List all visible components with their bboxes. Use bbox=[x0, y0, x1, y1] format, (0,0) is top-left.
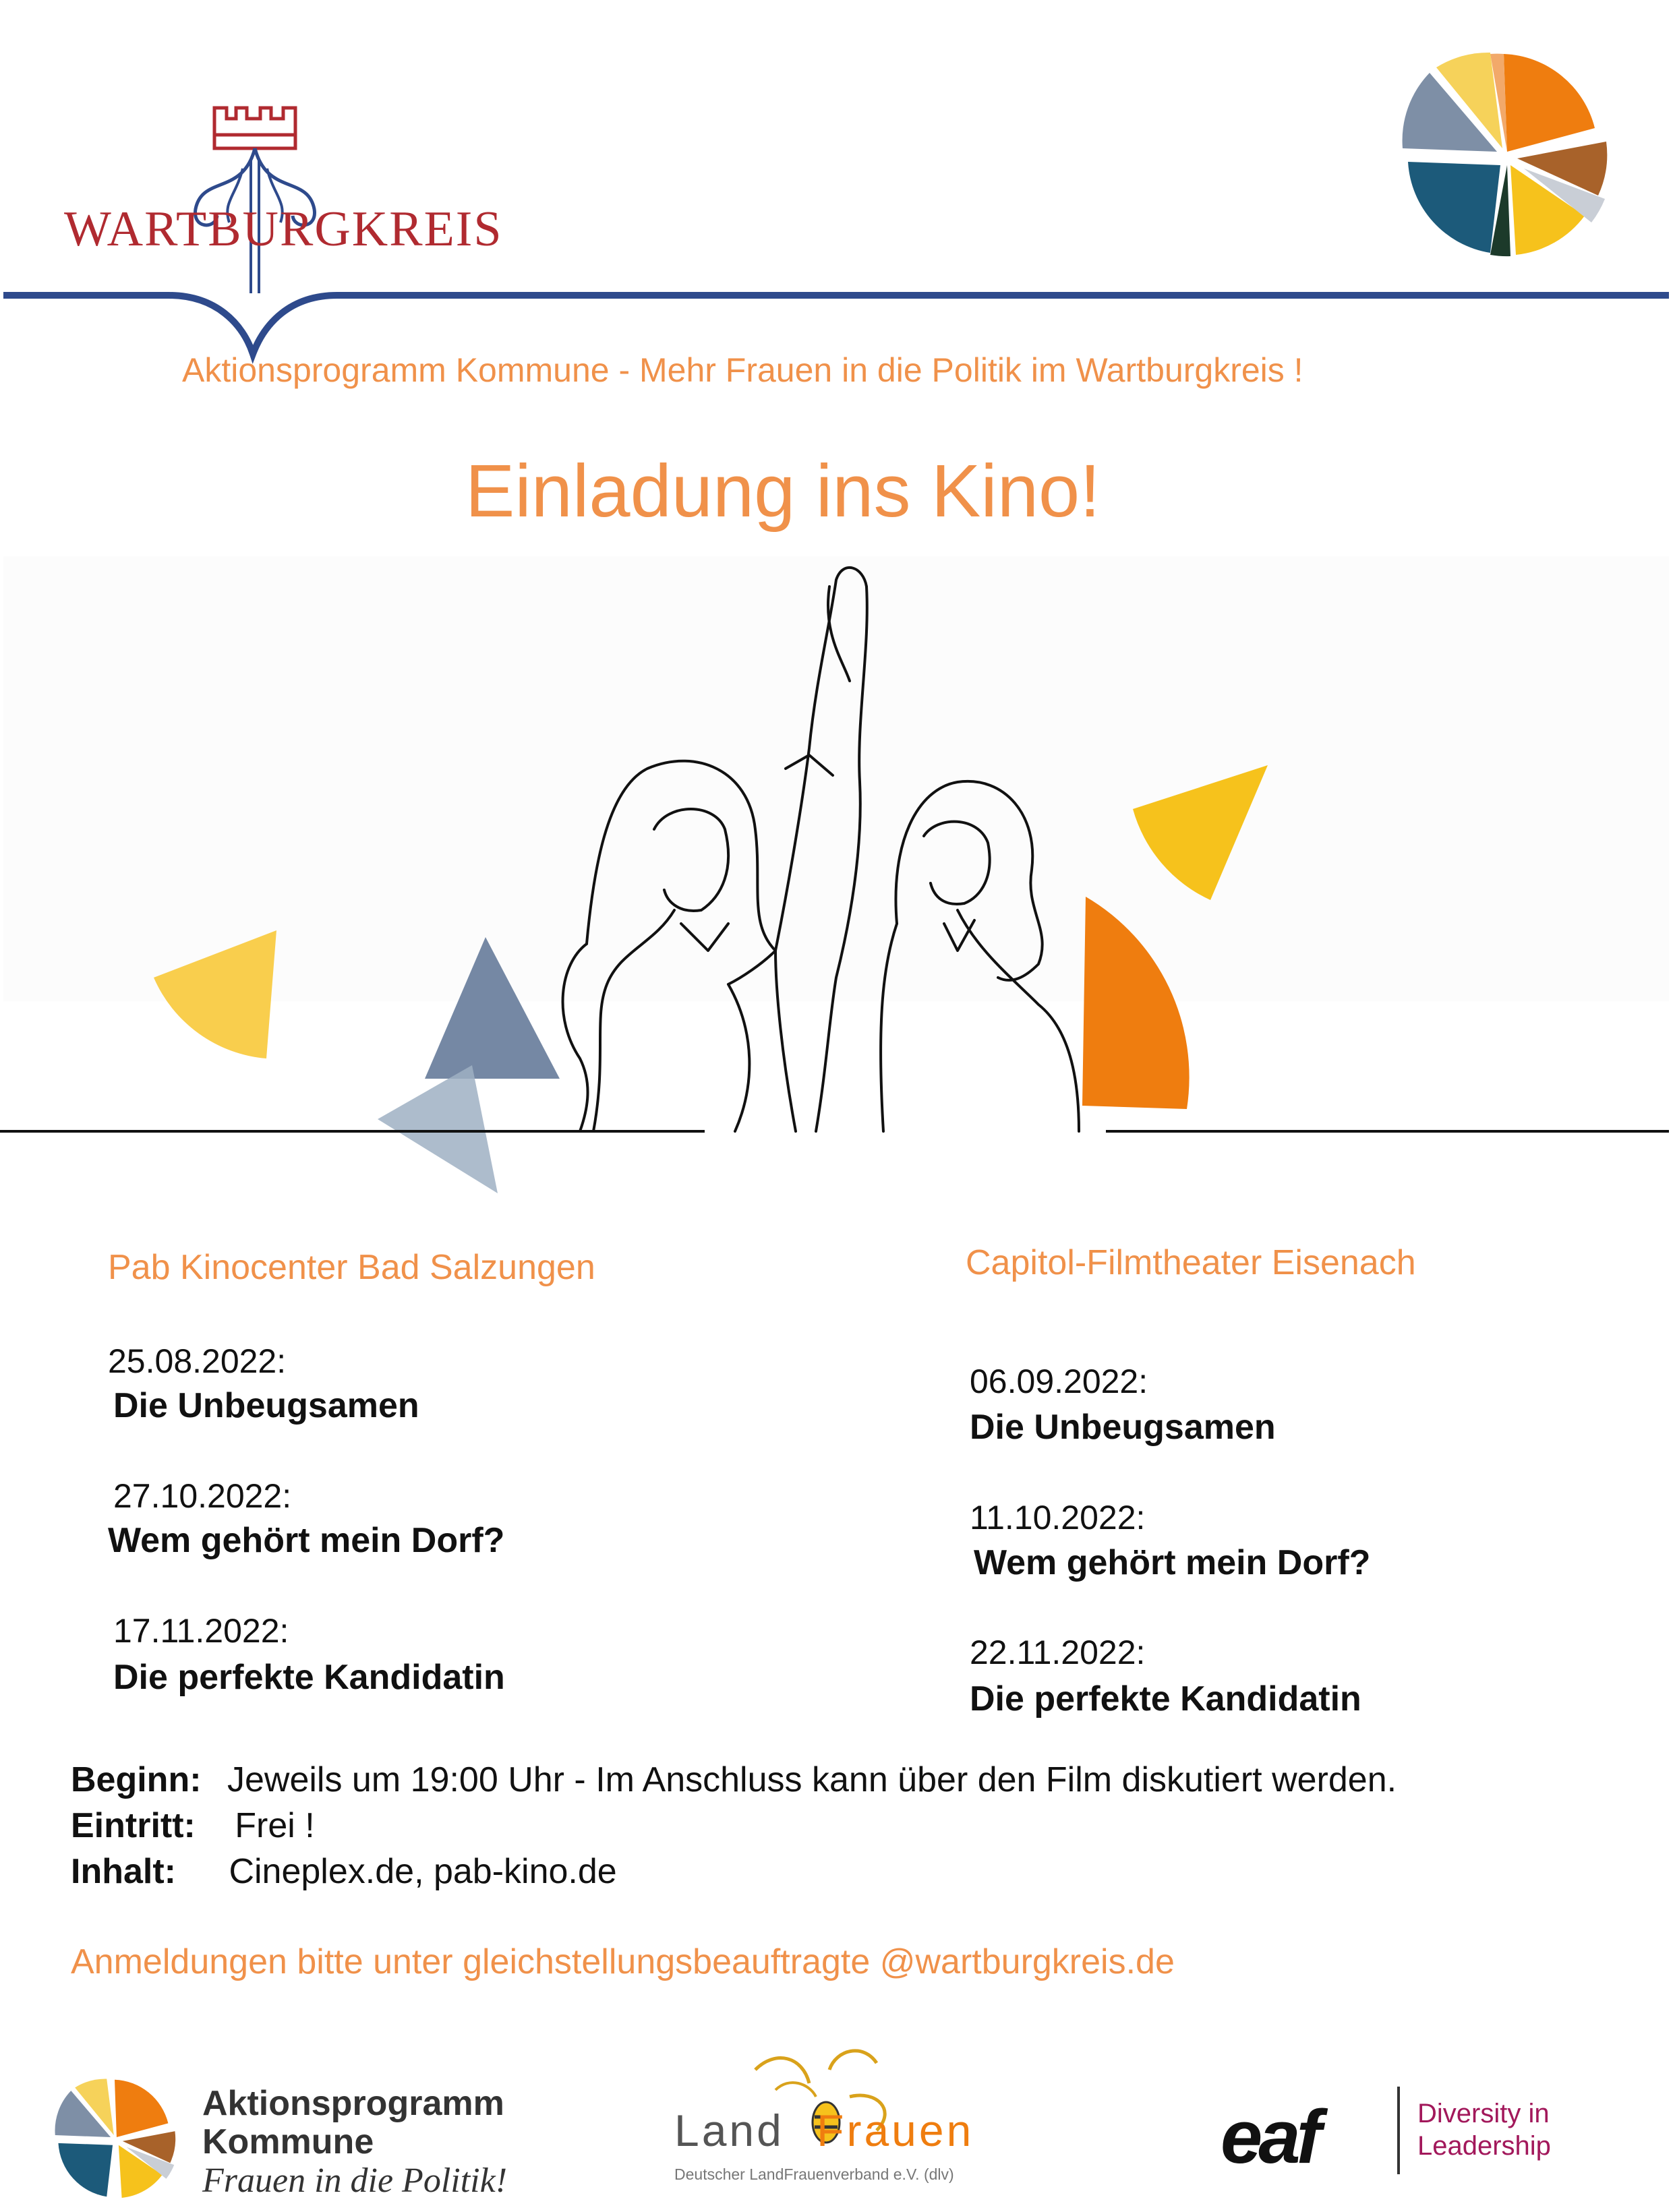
pie-logo-icon bbox=[47, 2070, 182, 2205]
screening-date: 27.10.2022: bbox=[113, 1477, 292, 1515]
info-label: Beginn: bbox=[71, 1760, 202, 1799]
landfrauen-word1: Land bbox=[674, 2105, 784, 2155]
aktionsprogramm-line3: Frauen in die Politik! bbox=[202, 2161, 508, 2200]
aktionsprogramm-line1: Aktionsprogramm bbox=[202, 2084, 504, 2123]
screening-date: 06.09.2022: bbox=[970, 1363, 1148, 1400]
info-label: Eintritt: bbox=[71, 1806, 196, 1845]
info-value: Cineplex.de, pab-kino.de bbox=[229, 1852, 617, 1891]
wartburgkreis-logo bbox=[40, 94, 503, 297]
landfrauen-wordmark bbox=[674, 2105, 974, 2156]
screening-film: Die perfekte Kandidatin bbox=[970, 1679, 1361, 1718]
screening-date: 11.10.2022: bbox=[970, 1499, 1146, 1536]
program-subtitle: Aktionsprogramm Kommune - Mehr Frauen in die Politik im Wartburgkreis ! bbox=[182, 351, 1303, 389]
illustration-frame bbox=[3, 556, 1669, 1001]
aktionsprogramm-line2: Kommune bbox=[202, 2122, 374, 2161]
eaf-mark: eaf bbox=[1221, 2095, 1318, 2179]
venue-left-name: Pab Kinocenter Bad Salzungen bbox=[108, 1248, 595, 1287]
logo-text: WARTBURGKREIS bbox=[64, 202, 503, 257]
eaf-line2: Leadership bbox=[1417, 2131, 1551, 2161]
screening-film: Wem gehört mein Dorf? bbox=[108, 1521, 505, 1560]
aktionsprogramm-logo bbox=[47, 2066, 573, 2208]
slate-triangle-bottom bbox=[378, 1065, 498, 1193]
landfrauen-word2: Frauen bbox=[817, 2105, 974, 2155]
info-value: Jeweils um 19:00 Uhr - Im Anschluss kann über den Film diskutiert werden. bbox=[227, 1760, 1397, 1799]
screening-film: Die perfekte Kandidatin bbox=[113, 1658, 505, 1697]
eaf-line1: Diversity in bbox=[1417, 2099, 1550, 2128]
info-beginn bbox=[71, 1760, 1397, 1800]
screening-film: Wem gehört mein Dorf? bbox=[974, 1543, 1371, 1582]
pie-logo-icon bbox=[1389, 40, 1618, 263]
screening-date: 17.11.2022: bbox=[113, 1612, 289, 1650]
screening-date: 22.11.2022: bbox=[970, 1634, 1146, 1671]
page-title: Einladung ins Kino! bbox=[465, 450, 1100, 533]
eaf-logo bbox=[1221, 2087, 1598, 2181]
screening-date: 25.08.2022: bbox=[108, 1342, 287, 1380]
screening-film: Die Unbeugsamen bbox=[970, 1408, 1276, 1447]
info-eintritt bbox=[71, 1805, 315, 1846]
landfrauen-logo bbox=[674, 2043, 998, 2198]
castle-fountain-icon bbox=[40, 94, 459, 297]
info-label: Inhalt: bbox=[71, 1852, 176, 1891]
illustration bbox=[0, 546, 1673, 1220]
info-value: Frei ! bbox=[235, 1806, 315, 1845]
info-inhalt bbox=[71, 1851, 617, 1892]
registration-contact[interactable]: Anmeldungen bitte unter gleichstellungsbeauftragte @wartburgkreis.de bbox=[71, 1942, 1175, 1981]
eaf-divider bbox=[1397, 2087, 1400, 2174]
screening-film: Die Unbeugsamen bbox=[113, 1386, 419, 1425]
venue-right-name: Capitol-Filmtheater Eisenach bbox=[966, 1243, 1416, 1282]
landfrauen-tagline: Deutscher LandFrauenverband e.V. (dlv) bbox=[674, 2165, 954, 2183]
